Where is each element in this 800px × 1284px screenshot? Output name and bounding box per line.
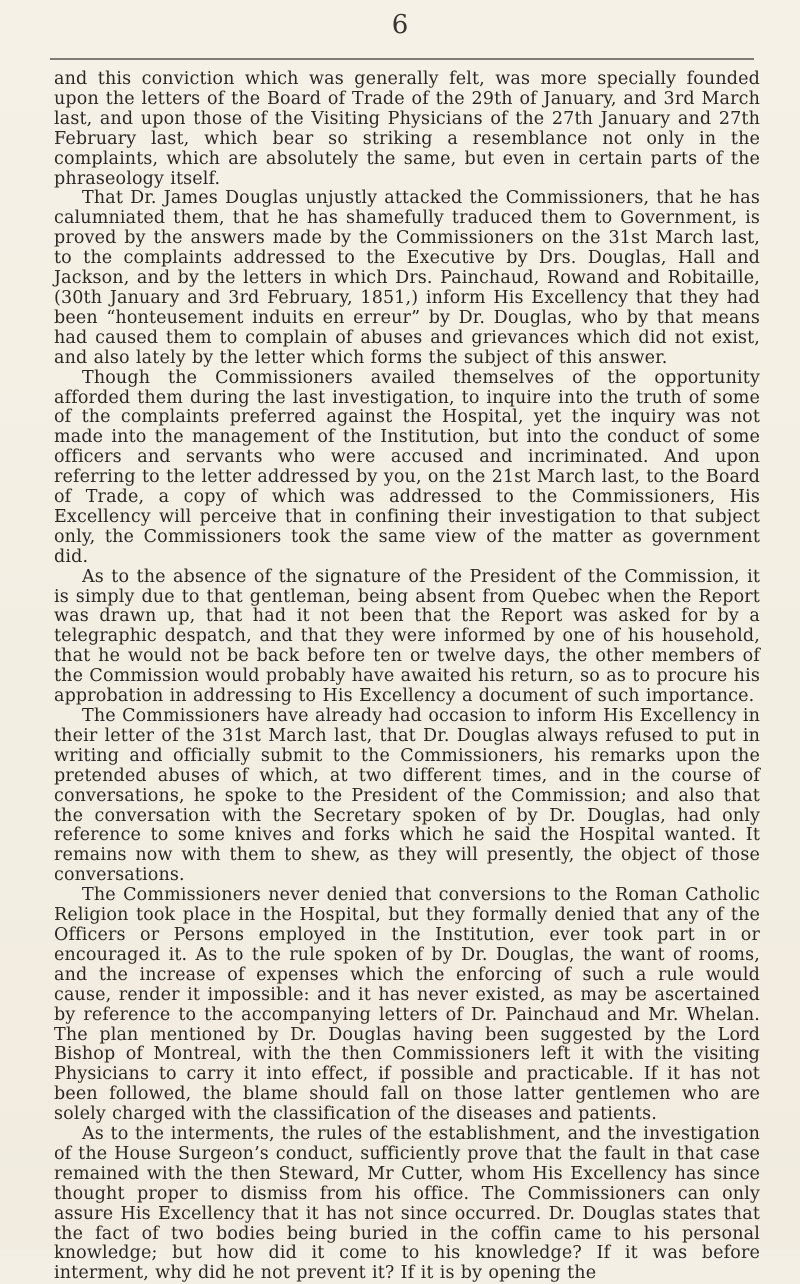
body-text — [54, 70, 760, 1284]
page-number: 6 — [391, 10, 409, 40]
paragraph-2: That Dr. James Douglas unjustly attacked the Commissioners, that he has calumniated them, that he has shamefully traduced them to Government, is proved by the answers made by the Commissioners on the 31st March last, to the complaints addressed to the Executive by Drs. Douglas, Hall and Jackson, and by the letters in which Drs. Painchaud, Rowand and Robitaille, (30th January and 3rd February, 1851,) inform His Excellency that they had been “honteusement induits en erreur” by Dr. Douglas, who by that means had caused them to complain of abuses and grievances which did not exist, and also lately by the letter which forms the subject of this answer. — [54, 188, 760, 368]
paragraph-7: As to the interments, the rules of the establishment, and the investigation of the House Surgeon’s conduct, sufficiently prove that the fault in that case remained with the then Steward, Mr Cutter, whom His Excellency has since thought proper to dismiss from his office. The Commissioners can only assure His Excellency that it has not since occurred. Dr. Douglas states that the fact of two bodies being buried in the coffin came to his personal knowledge; but how did it come to his knowledge? If it was before interment, why did he not prevent it? If it is by opening the — [54, 1124, 760, 1284]
paragraph-5: The Commissioners have already had occasion to inform His Excellency in their letter of the 31st March last, that Dr. Douglas always refused to put in writing and officially submit to the Commissioners, his remarks upon the pretended abuses of which, at two different times, and in the course of conversations, he spoke to the President of the Commission; and also that the conversation with the Secretary spoken of by Dr. Douglas, had only reference to some knives and forks which he said the Hospital wanted. It remains now with them to shew, as they will presently, the object of those conversations. — [54, 706, 760, 886]
paragraph-3: Though the Commissioners availed themselves of the opportunity afforded them during the last investigation, to inquire into the truth of some of the complaints preferred against the Hospital, yet the inquiry was not made into the management of the Institution, but into the conduct of some officers and servants who were accused and incriminated. And upon referring to the letter addressed by you, on the 21st March last, to the Board of Trade, a copy of which was addressed to the Commissioners, His Excellency will perceive that in confining their investigation to that subject only, the Commissioners took the same view of the matter as government did. — [54, 367, 760, 567]
header-rule — [50, 58, 754, 60]
paragraph-4: As to the absence of the signature of the President of the Commission, it is simply due to that gentleman, being absent from Quebec when the Report was drawn up, that had it not been that the Report was asked for by a telegraphic despatch, and that they were informed by one of his household, that he would not be back before ten or twelve days, the other members of the Commission would probably have awaited his return, so as to procure his approbation in addressing to His Excellency a document of such importance. — [54, 566, 760, 707]
paragraph-1: and this conviction which was generally felt, was more specially founded upon the letters of the Board of Trade of the 29th of January, and 3rd March last, and upon those of the Visiting Physicians of the 27th January and 27th February last, which bear so striking a resemblance not only in the complaints, which are absolutely the same, but even in certain parts of the phraseology itself. — [54, 69, 760, 189]
paragraph-6: The Commissioners never denied that conversions to the Roman Catholic Religion took place in the Hospital, but they formally denied that any of the Officers or Persons employed in the Institution, ever took part in or encouraged it. As to the rule spoken of by Dr. Douglas, the want of rooms, and the increase of expenses which the enforcing of such a rule would cause, render it impossible: and it has never existed, as may be ascertained by reference to the accompanying letters of Dr. Painchaud and Mr. Whelan. The plan mentioned by Dr. Douglas having been suggested by the Lord Bishop of Montreal, with the then Commissioners left it with the visiting Physicians to carry it into effect, if possible and practicable. If it has not been followed, the blame should fall on those latter gentlemen who are solely charged with the classification of the diseases and patients. — [54, 885, 760, 1125]
